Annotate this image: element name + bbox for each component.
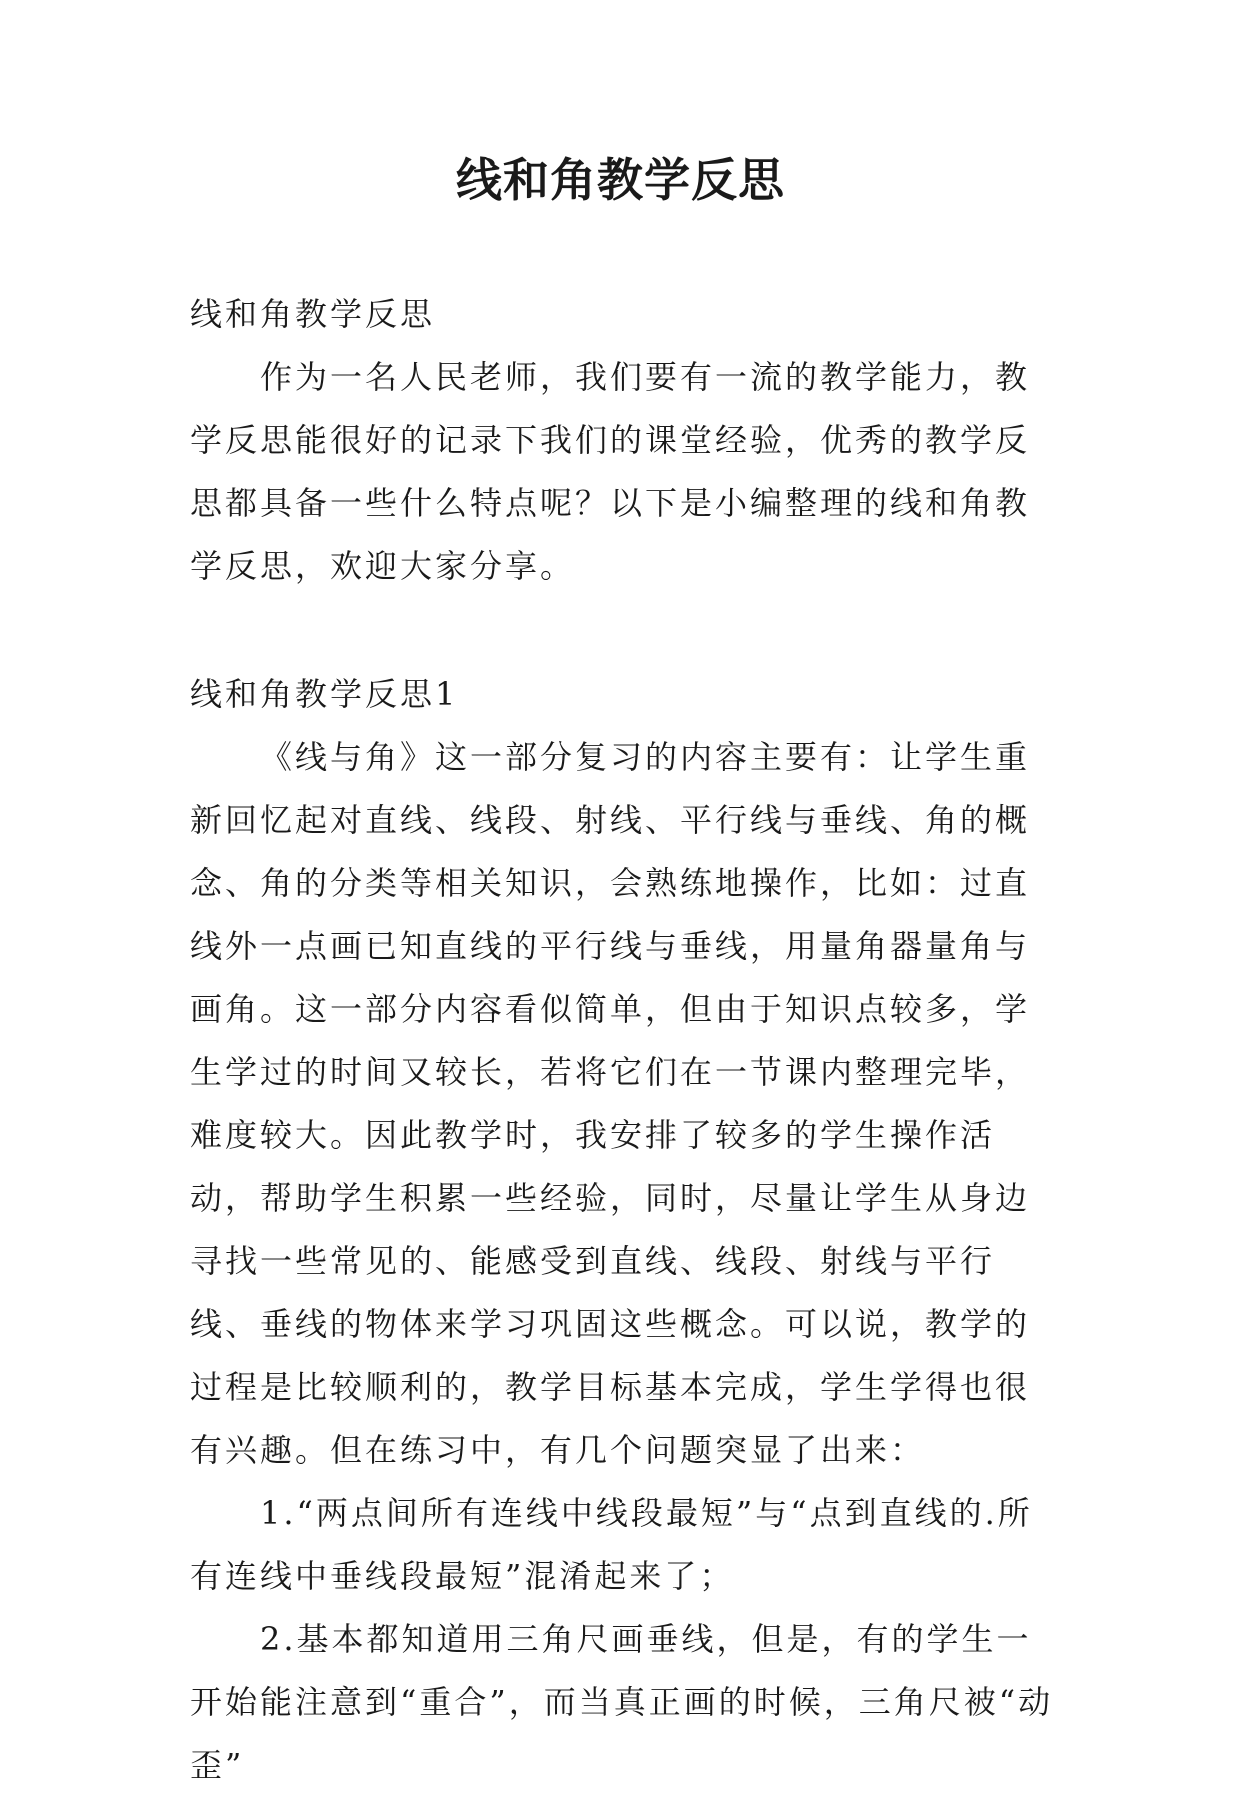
section-paragraph: 《线与角》这一部分复习的内容主要有：让学生重新回忆起对直线、线段、射线、平行线与垂线、角的概念、角的分类等相关知识，会熟练地操作，比如：过直线外一点画已知直线的平行线与垂线，用量角器量角与画角。这一部分内容看似简单，但由于知识点较多，学生学过的时间又较长，若将它们在一节课内整理完毕，难度较大。因此教学时，我安排了较多的学生操作活动，帮助学生积累一些经验，同时，尽量让学生从身边寻找一些常见的、能感受到直线、线段、射线与平行线、垂线的物体来学习巩固这些概念。可以说，教学的过程是比较顺利的，教学目标基本完成，学生学得也很有兴趣。但在练习中，有几个问题突显了出来： bbox=[190, 738, 1031, 1469]
document-title: 线和角教学反思 bbox=[456, 153, 785, 207]
section-heading: 线和角教学反思1 bbox=[190, 675, 459, 713]
list-item: 1.“两点间所有连线中线段最短”与“点到直线的.所有连线中垂线段最短”混淆起来了； bbox=[190, 1494, 1033, 1595]
document-body bbox=[190, 283, 1060, 1797]
paragraph-gap bbox=[190, 598, 1060, 663]
document-subtitle: 线和角教学反思 bbox=[190, 295, 436, 333]
intro-paragraph: 作为一名人民老师，我们要有一流的教学能力，教学反思能很好的记录下我们的课堂经验，优秀的教学反思都具备一些什么特点呢？以下是小编整理的线和角教学反思，欢迎大家分享。 bbox=[190, 358, 1031, 585]
list-item: 2.基本都知道用三角尺画垂线，但是，有的学生一开始能注意到“重合”，而当真正画的时候，三角尺被“动歪” bbox=[190, 1620, 1054, 1784]
